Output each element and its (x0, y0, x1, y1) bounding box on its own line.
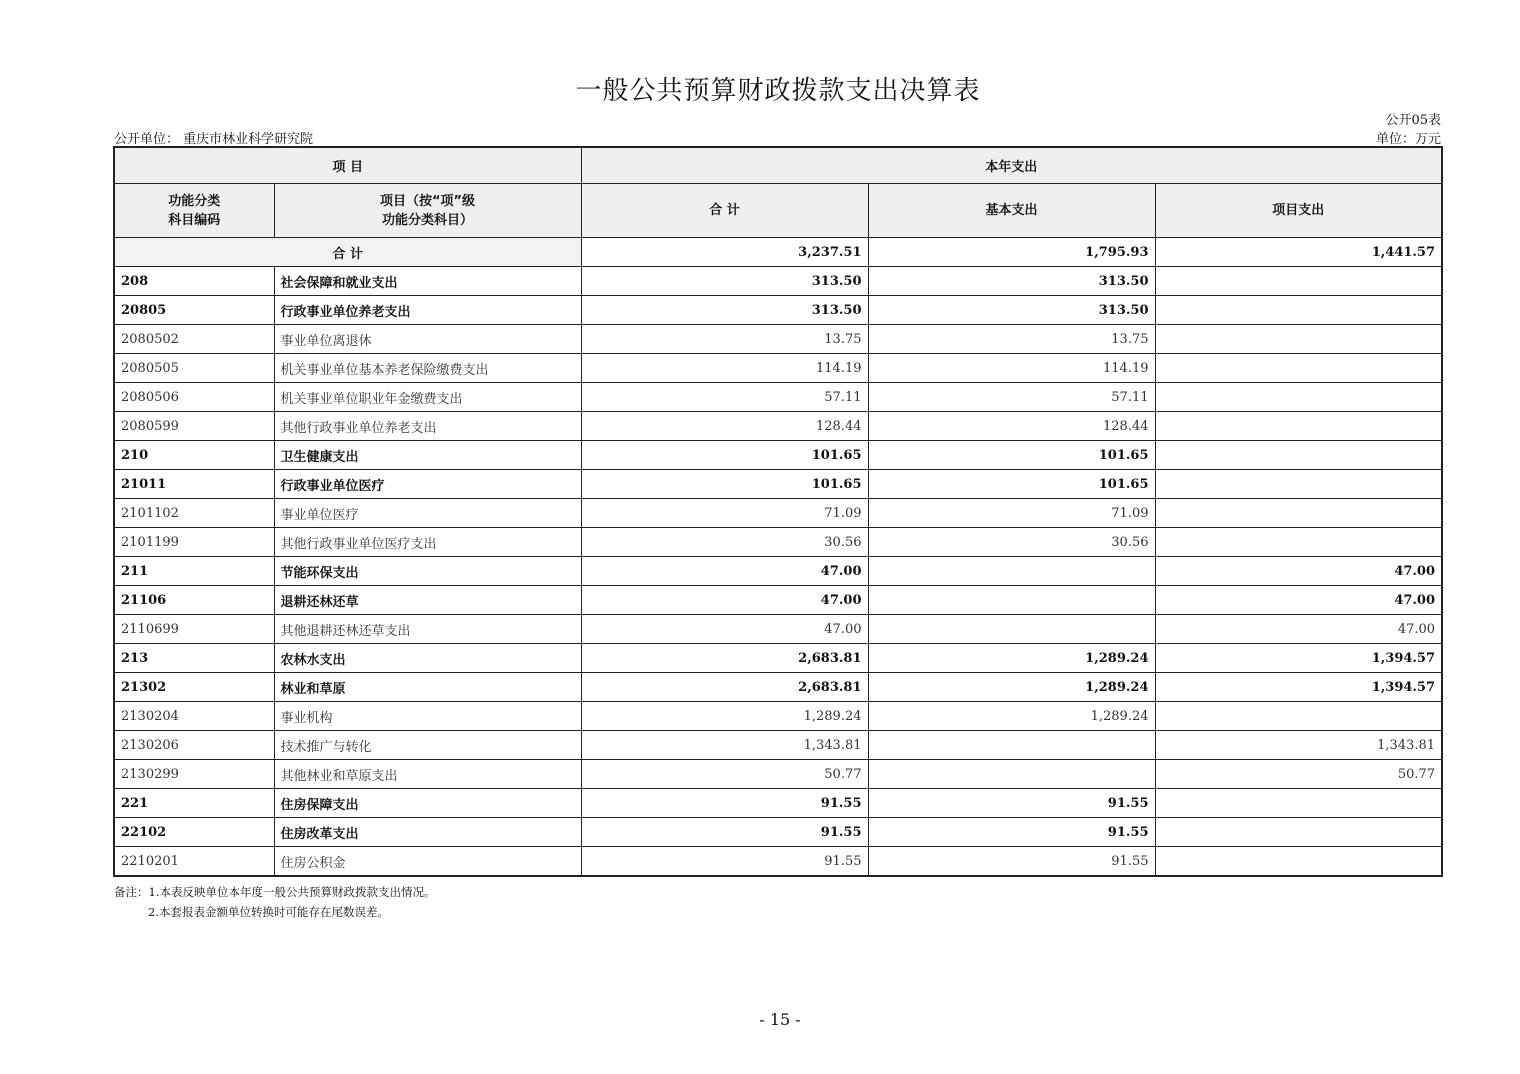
row-name: 机关事业单位基本养老保险缴费支出 (274, 354, 581, 383)
row-total: 114.19 (581, 354, 868, 383)
row-proj (1155, 470, 1442, 499)
table-row (114, 615, 1442, 644)
table-row (114, 557, 1442, 586)
table-row (114, 818, 1442, 847)
row-name: 其他林业和草原支出 (274, 760, 581, 789)
row-proj (1155, 412, 1442, 441)
row-code: 2110699 (114, 615, 274, 644)
row-basic (868, 557, 1155, 586)
row-total: 30.56 (581, 528, 868, 557)
row-code: 2080599 (114, 412, 274, 441)
row-name: 卫生健康支出 (274, 441, 581, 470)
row-code: 2080506 (114, 383, 274, 412)
currency-unit: 单位：万元 (1375, 132, 1441, 147)
page-number: - 15 - (759, 1010, 801, 1029)
header-code: 功能分类 科目编码 (114, 184, 274, 238)
row-total: 101.65 (581, 441, 868, 470)
row-proj: 1,343.81 (1155, 731, 1442, 760)
row-total: 57.11 (581, 383, 868, 412)
table-row (114, 760, 1442, 789)
row-basic: 101.65 (868, 441, 1155, 470)
row-proj (1155, 528, 1442, 557)
row-basic: 1,289.24 (868, 702, 1155, 731)
table-row (114, 470, 1442, 499)
total-proj: 1,441.57 (1155, 238, 1442, 267)
row-basic: 91.55 (868, 847, 1155, 877)
row-name: 其他行政事业单位医疗支出 (274, 528, 581, 557)
row-code: 213 (114, 644, 274, 673)
row-code: 2210201 (114, 847, 274, 877)
total-basic: 1,795.93 (868, 238, 1155, 267)
row-total: 91.55 (581, 847, 868, 877)
header-name: 项目（按“项”级 功能分类科目） (274, 184, 581, 238)
header-project: 项 目 (114, 147, 581, 184)
row-code: 21011 (114, 470, 274, 499)
row-basic: 91.55 (868, 789, 1155, 818)
row-basic: 30.56 (868, 528, 1155, 557)
row-basic: 71.09 (868, 499, 1155, 528)
row-code: 22102 (114, 818, 274, 847)
row-name: 行政事业单位养老支出 (274, 296, 581, 325)
row-name: 机关事业单位职业年金缴费支出 (274, 383, 581, 412)
row-code: 221 (114, 789, 274, 818)
row-name: 农林水支出 (274, 644, 581, 673)
row-code: 2130206 (114, 731, 274, 760)
table-row (114, 296, 1442, 325)
row-total: 128.44 (581, 412, 868, 441)
table-row (114, 325, 1442, 354)
row-total: 47.00 (581, 586, 868, 615)
row-name: 节能环保支出 (274, 557, 581, 586)
row-total: 91.55 (581, 789, 868, 818)
row-proj (1155, 702, 1442, 731)
row-proj (1155, 499, 1442, 528)
row-code: 210 (114, 441, 274, 470)
row-proj: 50.77 (1155, 760, 1442, 789)
row-name: 事业机构 (274, 702, 581, 731)
row-basic: 57.11 (868, 383, 1155, 412)
row-name: 社会保障和就业支出 (274, 267, 581, 296)
notes (114, 882, 435, 922)
row-basic: 114.19 (868, 354, 1155, 383)
row-code: 2101199 (114, 528, 274, 557)
row-name: 事业单位医疗 (274, 499, 581, 528)
row-code: 2080502 (114, 325, 274, 354)
row-basic: 91.55 (868, 818, 1155, 847)
total-sum: 3,237.51 (581, 238, 868, 267)
row-proj (1155, 325, 1442, 354)
row-basic: 313.50 (868, 267, 1155, 296)
row-code: 2130299 (114, 760, 274, 789)
row-basic: 313.50 (868, 296, 1155, 325)
row-name: 事业单位离退休 (274, 325, 581, 354)
table-row (114, 528, 1442, 557)
row-basic (868, 586, 1155, 615)
row-proj (1155, 847, 1442, 877)
expenditure-table (113, 146, 1443, 877)
row-total: 313.50 (581, 267, 868, 296)
row-proj: 47.00 (1155, 586, 1442, 615)
table-row (114, 789, 1442, 818)
total-row (114, 238, 1442, 267)
header-proj: 项目支出 (1155, 184, 1442, 238)
row-basic: 13.75 (868, 325, 1155, 354)
note-2: 2.本套报表金额单位转换时可能存在尾数误差。 (148, 905, 389, 919)
row-proj (1155, 267, 1442, 296)
row-proj: 1,394.57 (1155, 644, 1442, 673)
table-row (114, 731, 1442, 760)
row-code: 2130204 (114, 702, 274, 731)
row-proj (1155, 789, 1442, 818)
row-code: 211 (114, 557, 274, 586)
table-row (114, 441, 1442, 470)
table-row (114, 673, 1442, 702)
row-code: 21106 (114, 586, 274, 615)
row-code: 21302 (114, 673, 274, 702)
row-proj (1155, 354, 1442, 383)
row-total: 47.00 (581, 557, 868, 586)
row-basic (868, 615, 1155, 644)
row-basic: 1,289.24 (868, 673, 1155, 702)
table-row (114, 267, 1442, 296)
row-total: 1,289.24 (581, 702, 868, 731)
row-total: 13.75 (581, 325, 868, 354)
table-row (114, 354, 1442, 383)
row-total: 50.77 (581, 760, 868, 789)
header-this-year: 本年支出 (581, 147, 1442, 184)
total-label: 合 计 (114, 238, 581, 267)
reporting-unit: 公开单位： 重庆市林业科学研究院 (114, 132, 314, 147)
table-row (114, 499, 1442, 528)
row-proj: 47.00 (1155, 615, 1442, 644)
note-1: 备注：1.本表反映单位本年度一般公共预算财政拨款支出情况。 (114, 885, 436, 899)
row-name: 其他行政事业单位养老支出 (274, 412, 581, 441)
row-proj (1155, 818, 1442, 847)
row-basic (868, 760, 1155, 789)
row-basic: 128.44 (868, 412, 1155, 441)
row-name: 行政事业单位医疗 (274, 470, 581, 499)
row-proj: 47.00 (1155, 557, 1442, 586)
header-basic: 基本支出 (868, 184, 1155, 238)
row-proj (1155, 383, 1442, 412)
table-row (114, 412, 1442, 441)
row-total: 47.00 (581, 615, 868, 644)
row-name: 技术推广与转化 (274, 731, 581, 760)
row-total: 91.55 (581, 818, 868, 847)
page-title: 一般公共预算财政拨款支出决算表 (575, 76, 981, 106)
table-row (114, 847, 1442, 877)
header-total: 合 计 (581, 184, 868, 238)
row-name: 住房公积金 (274, 847, 581, 877)
row-proj (1155, 296, 1442, 325)
row-total: 1,343.81 (581, 731, 868, 760)
row-code: 20805 (114, 296, 274, 325)
row-proj (1155, 441, 1442, 470)
row-name: 林业和草原 (274, 673, 581, 702)
table-row (114, 586, 1442, 615)
row-code: 2101102 (114, 499, 274, 528)
row-basic: 1,289.24 (868, 644, 1155, 673)
row-basic: 101.65 (868, 470, 1155, 499)
form-number: 公开05表 (1385, 113, 1441, 128)
row-code: 208 (114, 267, 274, 296)
row-total: 313.50 (581, 296, 868, 325)
row-name: 其他退耕还林还草支出 (274, 615, 581, 644)
row-proj: 1,394.57 (1155, 673, 1442, 702)
row-total: 101.65 (581, 470, 868, 499)
row-name: 住房改革支出 (274, 818, 581, 847)
row-basic (868, 731, 1155, 760)
row-code: 2080505 (114, 354, 274, 383)
table-row (114, 702, 1442, 731)
row-total: 71.09 (581, 499, 868, 528)
row-name: 退耕还林还草 (274, 586, 581, 615)
row-name: 住房保障支出 (274, 789, 581, 818)
row-total: 2,683.81 (581, 673, 868, 702)
table-row (114, 383, 1442, 412)
row-total: 2,683.81 (581, 644, 868, 673)
table-row (114, 644, 1442, 673)
